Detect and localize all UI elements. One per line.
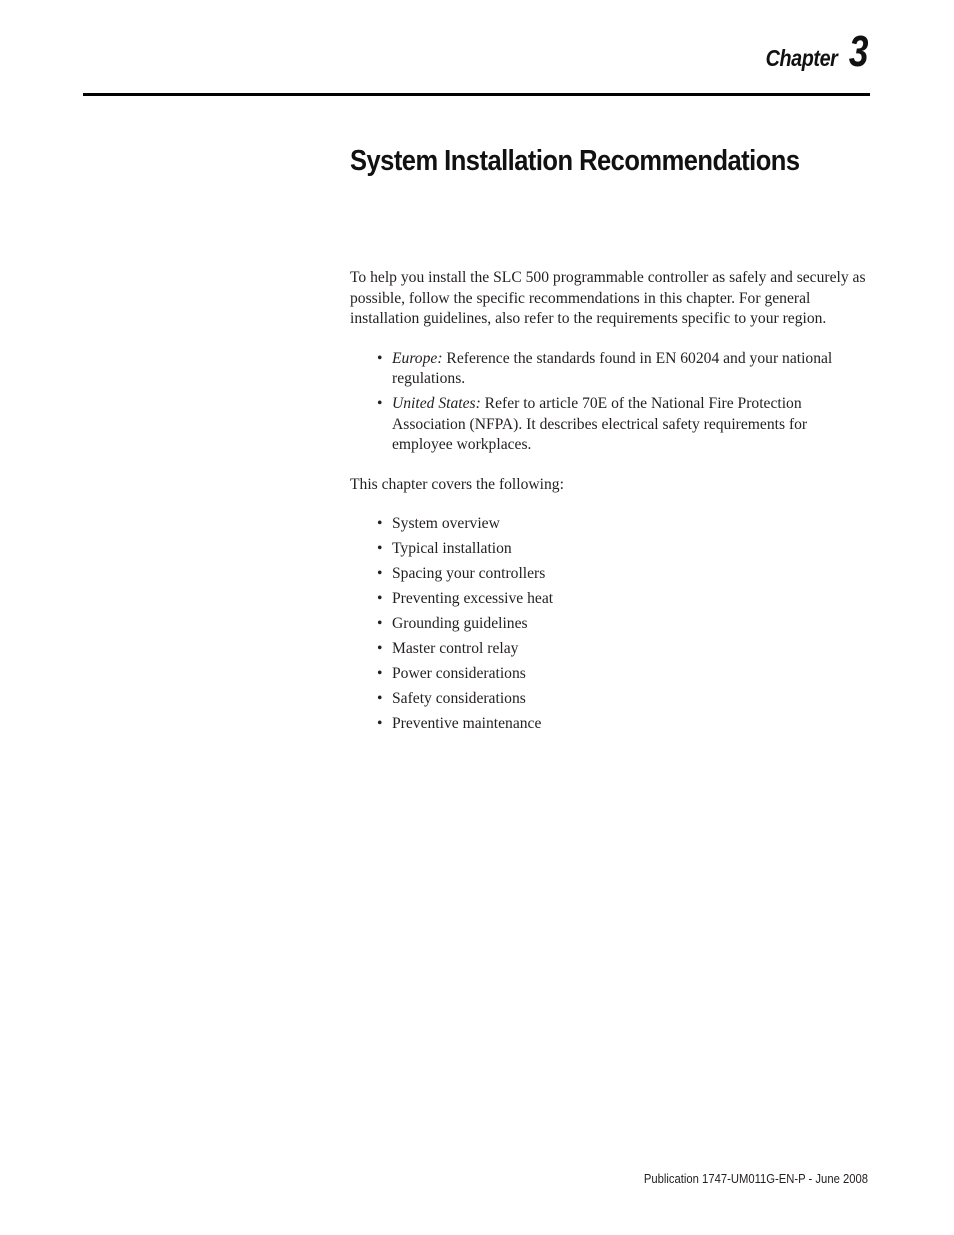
page-title: System Installation Recommendations <box>350 145 800 177</box>
chapter-number: 3 <box>848 27 868 76</box>
region-text: Refer to article 70E of the National Fire Protection Association (NFPA). It describes electrical safety requirements for employee workplaces. <box>392 394 808 454</box>
list-item: • Grounding guidelines <box>377 614 870 639</box>
chapter-body <box>350 268 870 739</box>
region-list <box>350 349 870 456</box>
list-item: • System overview <box>377 514 870 539</box>
region-text: Reference the standards found in EN 60204 and your national regulations. <box>392 349 833 388</box>
list-item: • Typical installation <box>377 539 870 564</box>
region-item-europe <box>377 349 870 390</box>
region-name: Europe: <box>392 349 443 367</box>
region-name: United States: <box>392 394 481 412</box>
chapter-label: Chapter <box>765 45 838 71</box>
publication-footer: Publication 1747-UM011G-EN-P - June 2008 <box>643 1172 868 1186</box>
list-item: • Preventing excessive heat <box>377 589 870 614</box>
chapter-heading <box>754 27 868 76</box>
list-item: • Spacing your controllers <box>377 564 870 589</box>
list-item: • Master control relay <box>377 639 870 664</box>
list-item: • Power considerations <box>377 664 870 689</box>
header-rule <box>83 93 870 96</box>
covers-intro: This chapter covers the following: <box>350 475 564 493</box>
list-item: • Safety considerations <box>377 689 870 714</box>
region-item-united-states <box>377 394 870 456</box>
intro-paragraph: To help you install the SLC 500 programmable controller as safely and securely as possible, follow the specific recommendations in this chapter. For general installation guidelines, also refer to the requirements specific to your region. <box>350 269 866 328</box>
list-item: • Preventive maintenance <box>377 714 870 739</box>
topic-list <box>350 514 870 739</box>
